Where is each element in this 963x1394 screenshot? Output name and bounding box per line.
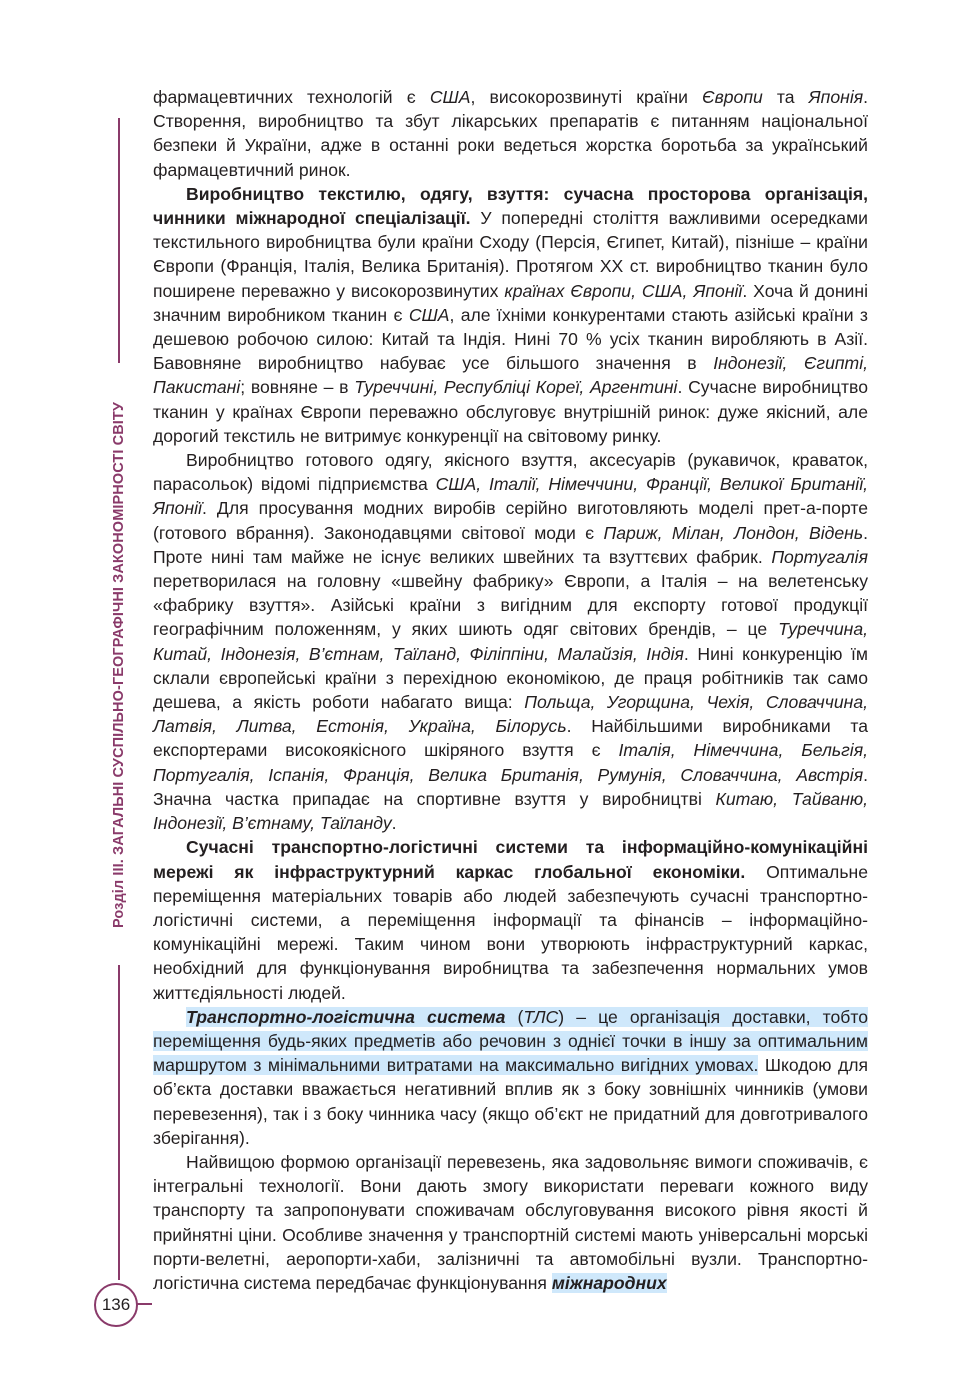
term-tls: Транспортно-логістична система (186, 1006, 506, 1027)
paragraph-clothing (153, 448, 868, 835)
sidebar-rule-bottom (118, 965, 120, 1280)
section-heading-textile: Виробництво текстилю, одягу, взуття: сучасна просторова організація, чинники міжнародної спеціалізації. (153, 183, 868, 229)
italic-term: США (408, 304, 450, 325)
text-run: У попередні століття важливими осередками текстильного виробництва були країни Сходу (Персія, Єгипет, Китай), пізніше – країни Європи (Франція, Італія, Велика Британія). Протягом ХХ ст. виробництво тканин було поширене переважно у високорозвинутих (153, 208, 868, 301)
italic-term: США (429, 87, 471, 107)
text-run: . Нині конкуренцію їм склали європейські країни з перехідною економікою, де праця робітників так само дешева, а якість роботи набагато вища: (153, 643, 868, 713)
page-number-connector (136, 1303, 152, 1305)
page-number: 136 (101, 1295, 131, 1314)
paragraph-transport-intro (153, 835, 868, 1004)
section-title: Розділ III. ЗАГАЛЬНІ СУСПІЛЬНО-ГЕОГРАФІЧНІ ЗАКОНОМІРНОСТІ СВІТУ (111, 402, 127, 928)
term-international: міжнародних (551, 1272, 667, 1293)
italic-term: Італія, Німеччина, Бельгія, Португалія, Іспанія, Франція, Велика Британія, Румунія, Словаччина, Австрія (153, 740, 868, 785)
italic-term: країнах Європи, США, Японії (504, 280, 743, 301)
page-body (153, 85, 868, 1295)
text-run: фармацевтичних технологій є (153, 87, 430, 107)
text-run: Оптимальне переміщення матеріальних товарів або людей забезпечують сучасні транспортно-логістичні системи, а переміщення інформації та фінансів – інформаційно-комунікаційні мережі. Таким чином вони утворюють інфраструктурний каркас, необхідний для функціонування виробництва та забезпечення нормальних умов життєдіяльності людей. (153, 861, 868, 1003)
text-run: , але їхніми конкурентами стають азійські країни з дешевою робочою силою: Китай та Індія. Нині 70 % усіх тканин виробляють в Азії. Бавовняне виробництво набуває усе більшого значення в (153, 304, 869, 374)
page-number-badge (94, 1283, 138, 1327)
text-run: . Для просування модних виробів серійно виготовляють моделі прет-а-порте (готового вбрання). Законодавцями світової моди є (153, 498, 868, 543)
text-run: . Хоча й донині значним виробником тканин є (153, 280, 868, 325)
paragraph-integral-tech (153, 1150, 868, 1295)
italic-term: Париж, Мілан, Лондон, Відень (603, 522, 864, 543)
italic-term: Туреччині, Республіці Кореї, Аргентині (354, 377, 678, 398)
text-run: , високорозвинуті країни (470, 87, 703, 107)
sidebar-rule-top (118, 118, 120, 363)
italic-term: Туреччина, Китай, Індонезія, В’єтнам, Таїланд, Філіппіни, Малайзія, Індія (153, 619, 868, 664)
text-run: . (391, 813, 397, 834)
italic-term: Європи (702, 87, 763, 107)
paragraph-textile (153, 182, 868, 448)
text-run: та (762, 87, 809, 107)
italic-term: Індонезії, Єгипті, Пакистані (153, 353, 868, 398)
text-run: ; вовняне – в (240, 377, 355, 398)
paragraph-tls-definition (153, 1005, 868, 1150)
text-run: . Сучасне виробництво тканин у країнах Європи переважно обслуговує внутрішній ринок: дуже якісний, але дорогий текстиль не витримує конкуренції на світовому ринку. (153, 377, 868, 446)
section-heading-transport: Сучасні транспортно-логістичні системи та інформаційно-комунікаційні мережі як інфраструктурний каркас глобальної економіки. (153, 837, 868, 882)
italic-term: Японія (808, 87, 864, 107)
text-run: ) – це організація доставки, тобто переміщення будь-яких предметів або речовин з однієї точки в іншу за оптимальним маршрутом з мінімальними витратами на максимально вигідних умовах. (153, 1006, 868, 1076)
text-run: . Створення, виробництво та збут лікарських препаратів є питанням національної безпеки й України, адже в останні роки ведеться жорстка боротьба за український фармацевтичний ринок. (153, 87, 869, 180)
text-run: . Найбільшими виробниками та експортерами високоякісного шкіряного взуття є (153, 716, 868, 761)
italic-term: США, Італії, Німеччини, Франції, Великої Британії, Японії (153, 474, 868, 519)
text-run: перетворилася на головну «швейну фабрику» Європи, а Італія – на велетенську «фабрику взуття». Азійські країни з вигідним для експорту готової продукції географічним положенням, у яких шиють одяг світових брендів, – це (153, 571, 868, 640)
highlighted-term (552, 1273, 667, 1293)
paragraph-pharma-end (153, 85, 868, 182)
text-run: . Проте нині там майже не існує великих швейних та взуттєвих фабрик. (153, 522, 868, 567)
italic-term: Польща, Угорщина, Чехія, Словаччина, Латвія, Литва, Естонія, Україна, Білорусь (153, 692, 869, 737)
italic-term: Китаю, Тайваню, Індонезії, В’єтнаму, Таїланду (153, 788, 869, 834)
italic-term: Португалія (771, 546, 868, 567)
text-run: Шкодою для об’єкта доставки вважається негативний вплив як з боку зовнішніх чинників (умови перевезення), так і з боку чинника часу (якщо об’єкт не придатний для довготривалого зберігання). (153, 1055, 868, 1148)
text-run: Виробництво готового одягу, якісного взуття, аксесуарів (рукавичок, краваток, парасольок) відомі підприємства (153, 450, 868, 495)
text-run: Найвищою формою організації перевезень, яка задовольняє вимоги споживачів, є інтегральні технології. Вони дають змогу використати переваги кожного виду транспорту та запропонувати споживачам обслуговування високого рівня якості й прийнятні ціни. Особливе значення у транспортній системі мають універсальні морські порти-велетні, аеропорти-хаби, залізничні та автомобільні вузли. Транспортно-логістична система передбачає функціонування (153, 1151, 868, 1293)
text-run: . Значна частка припадає на спортивне взуття у виробництві (153, 764, 868, 809)
text-run: ( (505, 1006, 524, 1027)
italic-term: ТЛС (523, 1006, 559, 1027)
